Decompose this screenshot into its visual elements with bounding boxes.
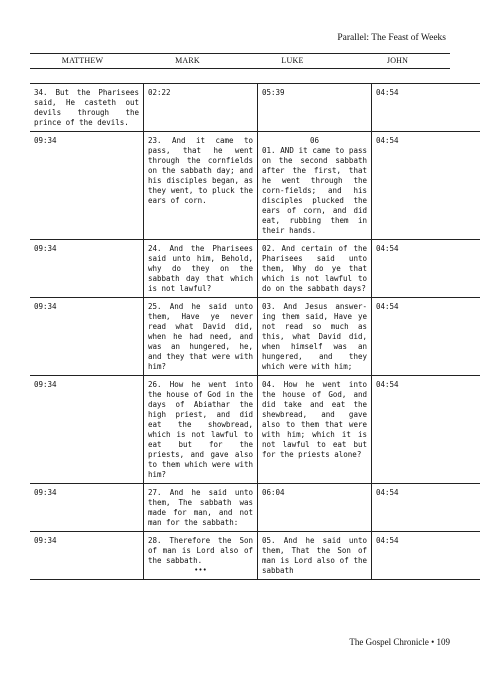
cell-mark: 26. How he went into the house of God in the days of Abiathar the high priest, and did eat the showbread, which is not lawful to eat but for the priests, and gave also to them which were with him?: [144, 376, 258, 484]
column-header-row: [30, 53, 450, 69]
table-row: [30, 84, 480, 132]
cell-john: 04:54: [372, 484, 480, 532]
column-header-john: JOHN: [386, 56, 409, 65]
cell-john: 04:54: [372, 532, 480, 580]
cell-john: 04:54: [372, 132, 480, 240]
table-row: [30, 132, 480, 240]
cell-luke: 04. How he went into the house of God, and did take and eat the shewbread, and gave also to them that were with him; which it is not lawful to eat but for the priests alone?: [258, 376, 372, 484]
cell-john: 04:54: [372, 376, 480, 484]
cell-luke: [258, 132, 372, 240]
cell-matthew: 09:34: [30, 132, 144, 240]
table-row: [30, 532, 480, 580]
section-end-mark: •••: [194, 566, 207, 574]
page-footer: The Gospel Chronicle • 109: [349, 637, 450, 647]
cell-matthew: 09:34: [30, 240, 144, 298]
cell-matthew: 09:34: [30, 484, 144, 532]
cell-luke-text: 01. AND it came to pass on the second sabbath after the first, that he went through the corn-fields; and his disciples plucked the ears of corn, and did eat, rubbing them in their hands.: [262, 146, 367, 235]
parallel-table: [30, 83, 480, 580]
cell-luke: 03. And Jesus answer-ing them said, Have ye not read so much as this, what David did, when himself was an hungered, and they which were with him;: [258, 298, 372, 376]
running-title: Parallel: The Feast of Weeks: [337, 33, 446, 43]
cell-john: 04:54: [372, 240, 480, 298]
table-row: [30, 240, 480, 298]
cell-mark: 27. And he said unto them, The sabbath was made for man, and not man for the sabbath:: [144, 484, 258, 532]
cell-luke: 02. And certain of the Pharisees said unto them, Why do ye that which is not lawful to do on the sabbath days?: [258, 240, 372, 298]
cell-matthew: 09:34: [30, 532, 144, 580]
cell-matthew: 09:34: [30, 376, 144, 484]
cell-matthew: 09:34: [30, 298, 144, 376]
column-header-luke: LUKE: [281, 56, 304, 65]
table-row: [30, 298, 480, 376]
cell-mark: [144, 532, 258, 580]
table-row: [30, 376, 480, 484]
cell-john: 04:54: [372, 84, 480, 132]
cell-john: 04:54: [372, 298, 480, 376]
cell-luke: 06:04: [258, 484, 372, 532]
cell-luke: 05. And he said unto them, That the Son of man is Lord also of the sabbath: [258, 532, 372, 580]
cell-luke: 05:39: [258, 84, 372, 132]
cell-mark: 24. And the Pharisees said unto him, Behold, why do they on the sabbath day that which is not lawful?: [144, 240, 258, 298]
cell-mark: 23. And it came to pass, that he went through the cornfields on the sabbath day; and his disciples began, as they went, to pluck the ears of corn.: [144, 132, 258, 240]
luke-chapter-number: 06: [309, 136, 320, 145]
cell-mark: 02:22: [144, 84, 258, 132]
column-header-mark: MARK: [175, 56, 200, 65]
table-row: [30, 484, 480, 532]
cell-mark-text: 28. Therefore the Son of man is Lord also of the sabbath.: [148, 536, 253, 565]
column-header-matthew: MATTHEW: [61, 56, 104, 65]
cell-matthew: 34. But the Pharisees said, He casteth out devils through the prince of the devils.: [30, 84, 144, 132]
cell-mark: 25. And he said unto them, Have ye never read what David did, when he had need, and was an hungered, he, and they that were with him?: [144, 298, 258, 376]
